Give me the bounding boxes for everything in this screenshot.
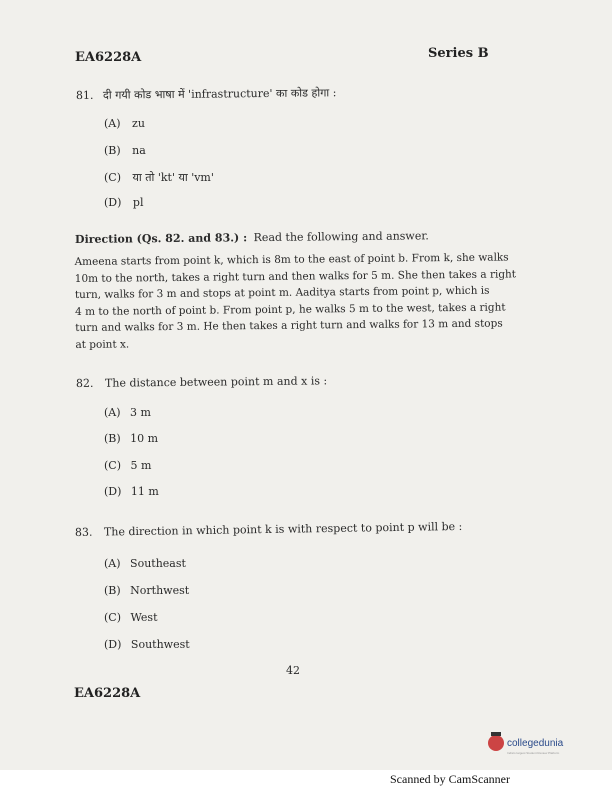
question-number: 82. — [75, 376, 94, 390]
option-81-c — [104, 170, 214, 185]
option-81-d — [104, 196, 143, 209]
question-number: 81. — [75, 88, 94, 102]
question-text: The direction in which point k is with respect to point p will be : — [103, 519, 463, 539]
question-82 — [76, 374, 327, 390]
option-label: (A) — [104, 117, 121, 130]
option-82-c — [104, 459, 151, 472]
passage-line: turn, walks for 3 m and stops at point m. Aaditya starts from point p, which is — [74, 284, 490, 302]
passage-line: Ameena starts from point k, which is 8m to the east of point b. From k, she walks — [74, 251, 509, 269]
option-label: (C) — [104, 611, 121, 624]
option-label: (C) — [104, 459, 121, 472]
option-text: या तो 'kt' या 'vm' — [132, 171, 214, 184]
passage-line: 4 m to the north of point b. From point p, he walks 5 m to the west, takes a right — [75, 300, 506, 318]
option-81-a — [104, 117, 145, 130]
option-label: (D) — [104, 638, 122, 651]
option-text: 10 m — [130, 432, 159, 445]
question-81 — [76, 85, 337, 103]
logo-tagline: India's largest Student Review Platform — [507, 751, 560, 755]
page-number: 42 — [286, 664, 300, 677]
option-label: (C) — [104, 171, 121, 184]
option-text: 5 m — [130, 459, 152, 472]
option-text: West — [130, 611, 158, 624]
option-label: (A) — [104, 557, 121, 570]
scanner-credit: Scanned by CamScanner — [390, 772, 510, 786]
option-label: (B) — [104, 584, 121, 597]
option-label: (A) — [104, 406, 121, 419]
option-text: 3 m — [130, 406, 151, 419]
logo-brand: collegedunia — [507, 737, 564, 749]
option-83-a — [104, 557, 186, 570]
passage-line: at point x. — [75, 337, 130, 351]
option-label: (D) — [104, 485, 122, 498]
option-text: Southwest — [130, 638, 190, 651]
option-82-a — [104, 406, 151, 419]
paper-code-footer: EA6228A — [74, 686, 141, 701]
graduate-cap-icon — [488, 735, 504, 751]
direction-label: Direction (Qs. 82. and 83.) : — [74, 231, 248, 246]
option-text: na — [132, 144, 146, 157]
option-83-c — [104, 611, 157, 624]
passage-line: turn and walks for 3 m. He then takes a right turn and walks for 13 m and stops — [75, 317, 503, 334]
question-text: दी गयी कोड भाषा में 'infrastructure' का कोड होगा : — [102, 86, 337, 102]
option-82-b — [104, 432, 158, 445]
direction-text: Read the following and answer. — [253, 229, 429, 245]
option-83-b — [104, 584, 189, 597]
series-label: Series B — [428, 46, 489, 61]
option-text: 11 m — [130, 485, 159, 498]
passage-line: 10m to the north, takes a right turn and then walks for 5 m. She then takes a right — [74, 267, 517, 285]
option-text: Southeast — [130, 557, 186, 570]
option-label: (B) — [104, 144, 121, 157]
option-text: zu — [132, 117, 145, 130]
passage — [74, 250, 517, 353]
option-text: pl — [132, 196, 144, 209]
option-81-b — [104, 144, 146, 157]
option-label: (D) — [104, 196, 122, 209]
option-label: (B) — [104, 432, 121, 445]
question-number: 83. — [74, 525, 93, 539]
option-82-d — [104, 485, 159, 498]
question-text: The distance between point m and x is : — [104, 374, 328, 390]
option-83-d — [104, 638, 190, 651]
paper-code-header: EA6228A — [75, 50, 142, 65]
collegedunia-logo — [488, 735, 563, 751]
option-text: Northwest — [130, 584, 190, 597]
